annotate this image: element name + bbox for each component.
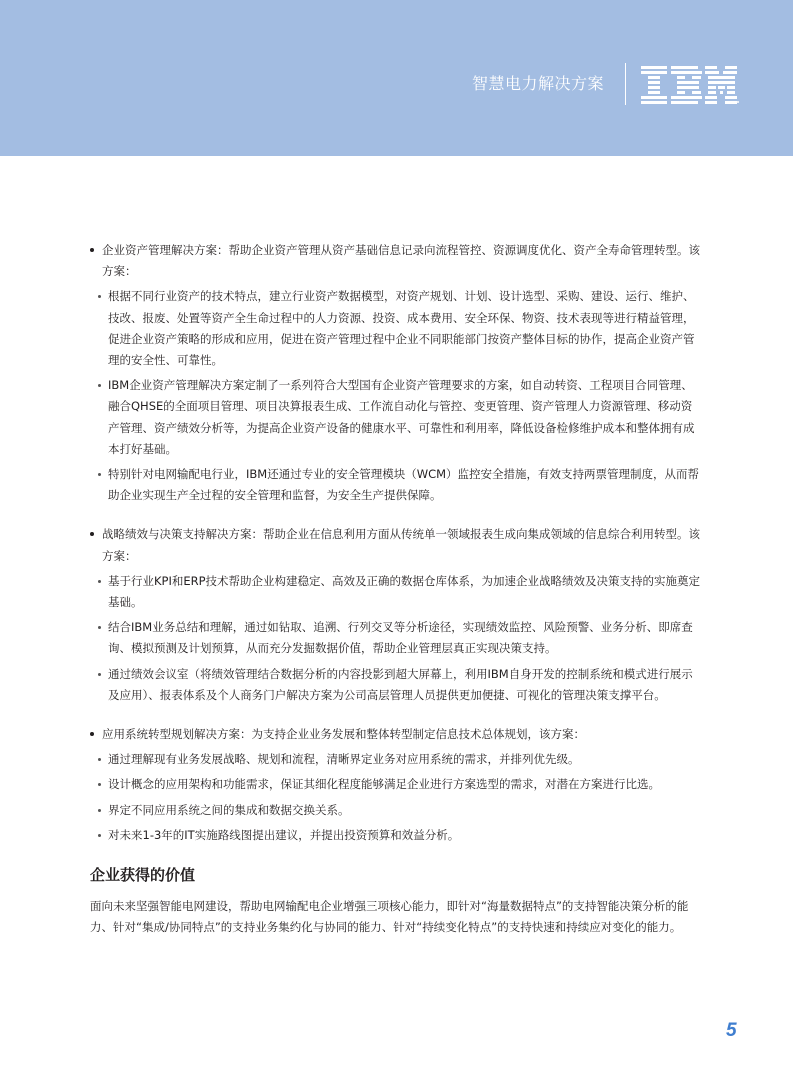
sub-bullet xyxy=(90,749,702,770)
sub-bullet-text: 通过绩效会议室（将绩效管理结合数据分析的内容投影到超大屏幕上，利用IBM自身开发的控制系统和模式进行展示及应用）、报表体系及个人商务门户解决方案为公司高层管理人员提供更加便捷、可视化的管理决策支撑平台。 xyxy=(108,666,693,702)
solution-group-system-planning xyxy=(90,724,702,846)
sub-bullet-text: 对未来1-3年的IT实施路线图提出建议，并提出投资预算和效益分析。 xyxy=(108,827,460,842)
sub-bullet-icon xyxy=(98,758,101,761)
sub-bullet-text: 结合IBM业务总结和理解，通过如钻取、追溯、行列交叉等分析途径，实现绩效监控、风险预警、业务分析、即席查询、模拟预测及计划预算，从而充分发掘数据价值，帮助企业管理层真正实现决策支持。 xyxy=(108,620,693,656)
value-section xyxy=(90,864,702,938)
sub-bullet-text: 根据不同行业资产的技术特点，建立行业资产数据模型，对资产规划、计划、设计选型、采购、建设、运行、维护、技改、报废、处置等资产全生命过程中的人力资源、投资、成本费用、安全环保、物资、技术表现等进行精益管理，促进企业资产策略的形成和应用，促进在资产管理过程中企业不同职能部门按资产整体目标的协作，提高企业资产管理的安全性、可靠性。 xyxy=(108,289,695,368)
sub-bullet xyxy=(90,774,702,795)
sub-bullet xyxy=(90,825,702,846)
sub-bullet xyxy=(90,617,702,659)
sub-bullet-icon xyxy=(98,473,101,476)
bullet-lead xyxy=(90,724,702,745)
sub-bullet xyxy=(90,464,702,506)
sub-bullet xyxy=(90,286,702,371)
sub-bullet-icon xyxy=(98,580,101,583)
bullet-icon xyxy=(90,248,94,252)
header-band xyxy=(0,0,793,156)
sub-bullet-icon xyxy=(98,673,101,676)
sub-bullet-icon xyxy=(98,626,101,629)
main-content xyxy=(90,240,702,938)
sub-bullet-icon xyxy=(98,384,101,387)
solution-group-asset-management xyxy=(90,240,702,506)
ibm-logo-icon xyxy=(641,66,739,104)
bullet-icon xyxy=(90,732,94,736)
header-divider xyxy=(625,63,626,105)
sub-bullet xyxy=(90,664,702,706)
sub-bullet-icon xyxy=(98,295,101,298)
bullet-lead xyxy=(90,240,702,282)
sub-bullet-text: IBM企业资产管理解决方案定制了一系列符合大型国有企业资产管理要求的方案，如自动转资、工程项目合同管理、融合QHSE的全面项目管理、项目决算报表生成、工作流自动化与管控、变更管理、资产管理人力资源管理、移动资产管理、资产绩效分析等，为提高企业资产设备的健康水平、可靠性和利用率，降低设备检修维护成本和整体拥有成本打好基础。 xyxy=(108,378,695,456)
bullet-lead xyxy=(90,524,702,566)
sub-bullet-text: 特别针对电网输配电行业，IBM还通过专业的安全管理模块（WCM）监控安全措施，有效支持两票管理制度，从而帮助企业实现生产全过程的安全管理和监督，为安全生产提供保障。 xyxy=(108,467,700,503)
sub-bullet-icon xyxy=(98,834,101,837)
header-title: 智慧电力解决方案 xyxy=(472,74,605,93)
lead-text: 应用系统转型规划解决方案：为支持企业业务发展和整体转型制定信息技术总体规划，该方案： xyxy=(102,727,585,742)
value-paragraph: 面向未来坚强智能电网建设，帮助电网输配电企业增强三项核心能力，即针对“海量数据特点”的支持智能决策分析的能力、针对“集成/协同特点”的支持业务集约化与协同的能力、针对“持续变化特点”的支持快速和持续应对变化的能力。 xyxy=(90,899,689,935)
sub-bullet-text: 设计概念的应用架构和功能需求，保证其细化程度能够满足企业进行方案选型的需求，对潜在方案进行比选。 xyxy=(108,777,660,792)
sub-bullet xyxy=(90,800,702,821)
page-number: 5 xyxy=(726,1020,737,1041)
solution-group-strategic-performance xyxy=(90,524,702,706)
sub-bullet-icon xyxy=(98,809,101,812)
sub-bullet-text: 基于行业KPI和ERP技术帮助企业构建稳定、高效及正确的数据仓库体系，为加速企业战略绩效及决策支持的实施奠定基础。 xyxy=(108,573,701,610)
sub-bullet-icon xyxy=(98,783,101,786)
sub-bullet xyxy=(90,375,702,460)
sub-bullet-text: 界定不同应用系统之间的集成和数据交换关系。 xyxy=(108,802,350,817)
section-title: 企业获得的价值 xyxy=(90,866,196,885)
sub-bullet xyxy=(90,571,702,613)
sub-bullet-text: 通过理解现有业务发展战略、规划和流程，清晰界定业务对应用系统的需求，并排列优先级。 xyxy=(108,752,580,767)
bullet-icon xyxy=(90,532,94,536)
lead-text: 战略绩效与决策支持解决方案：帮助企业在信息利用方面从传统单一领域报表生成向集成领域的信息综合利用转型。该方案： xyxy=(102,527,700,563)
lead-text: 企业资产管理解决方案：帮助企业资产管理从资产基础信息记录向流程管控、资源调度优化、资产全寿命管理转型。该方案： xyxy=(102,243,700,279)
